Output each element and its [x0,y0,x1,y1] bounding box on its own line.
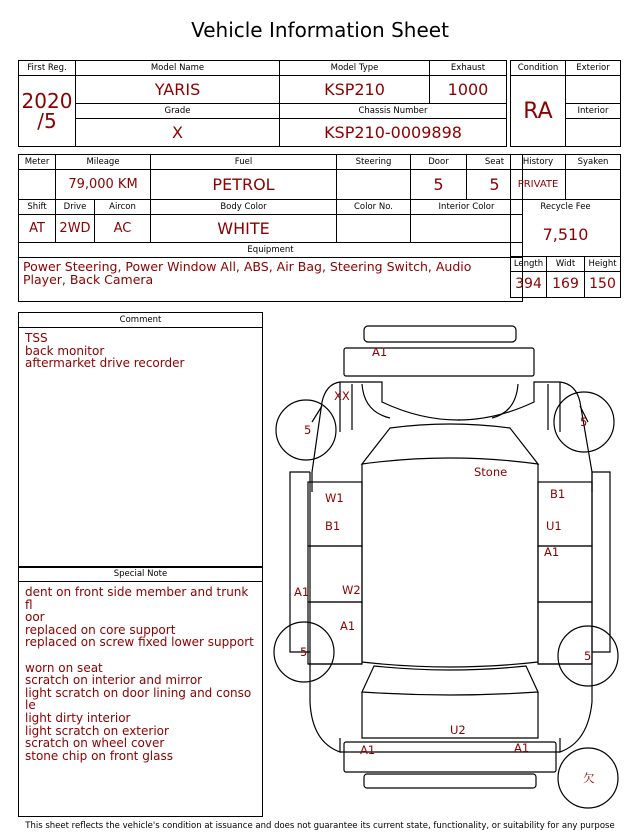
exterior-value [566,76,621,104]
label-wheel-br: 5 [584,649,592,663]
label-hood: XX [334,389,350,403]
label-top-bumper: A1 [372,345,388,359]
width-value: 169 [547,271,585,297]
steering-value [337,170,411,200]
label-right-front-door: B1 [550,487,566,501]
label-right-rear-panel: A1 [544,545,560,559]
model-type-value: KSP210 [280,76,430,104]
comment-label: Comment [19,313,262,328]
label-right-front-door2: U1 [546,519,562,533]
label-wheel-tr: 5 [580,415,588,429]
aircon-label: Aircon [95,200,151,215]
condition-table [510,60,621,147]
fuel-value: PETROL [151,170,337,200]
chassis-number-label: Chassis Number [280,104,507,119]
condition-label: Condition [511,61,566,76]
seat-label: Seat [467,155,523,170]
color-no-value [337,215,411,243]
exhaust-label: Exhaust [430,61,507,76]
drive-label: Drive [56,200,95,215]
model-type-label: Model Type [280,61,430,76]
length-label: Length [511,256,547,271]
mileage-label: Mileage [56,155,151,170]
grade-value: X [76,119,280,147]
interior-value [566,119,621,147]
first-reg-label: First Reg. [19,61,76,76]
body-color-label: Body Color [151,200,337,215]
width-label: Widt [547,256,585,271]
label-wheel-tl: 5 [304,423,312,437]
mileage-value: 79,000 KM [56,170,151,200]
history-value: PRIVATE [511,170,566,200]
meter-value [19,170,56,200]
shift-value: AT [19,215,56,243]
grade-label: Grade [76,104,280,119]
height-value: 150 [585,271,621,297]
syaken-value [566,170,621,200]
first-reg-month: /5 [37,109,57,133]
interior-color-value [411,215,523,243]
history-table [510,154,621,298]
meter-label: Meter [19,155,56,170]
label-left-front-door2: B1 [325,519,341,533]
interior-label: Interior [566,104,621,119]
body-color-value: WHITE [151,215,337,243]
special-note-text: dent on front side member and trunk fl oor replaced on core support replaced on screw fixed lower support worn on seat scratch on interior and mirror light scratch on door lining and conso le light dirty interior light scratch on exterior scratch on wheel cover stone chip on front glass [25,585,254,763]
first-reg-year: 2020 [21,89,73,113]
label-left-quarter: A1 [294,585,310,599]
label-stamp: 欠 [583,771,595,785]
recycle-fee-label: Recycle Fee [511,200,621,215]
car-damage-diagram [270,322,630,816]
disclaimer-footer: This sheet reflects the vehicle's condition at issuance and does not guarantee its current state, functionality, or suitability for any purpose [25,821,615,831]
door-value: 5 [411,170,467,200]
equipment-value: Power Steering, Power Window All, ABS, Air Bag, Steering Switch, Audio Player, Back Camera [19,258,523,302]
condition-value: RA [511,76,566,147]
model-name-label: Model Name [76,61,280,76]
height-label: Height [585,256,621,271]
door-label: Door [411,155,467,170]
label-rear-right: A1 [514,741,530,755]
label-wheel-bl: 5 [300,645,308,659]
label-left-rear-door2: A1 [340,619,356,633]
label-windshield: Stone [474,465,508,479]
length-value: 394 [511,271,547,297]
chassis-number-value: KSP210-0009898 [280,119,507,147]
label-left-front-door: W1 [325,491,344,505]
label-rear-left: A1 [360,743,376,757]
aircon-value: AC [95,215,151,243]
interior-color-label: Interior Color [411,200,523,215]
label-rear-window: U2 [450,723,466,737]
sheet-title: Vehicle Information Sheet [191,18,449,42]
color-no-label: Color No. [337,200,411,215]
first-reg-value [19,76,76,147]
steering-label: Steering [337,155,411,170]
drive-value: 2WD [56,215,95,243]
model-info-table [18,60,507,147]
shift-label: Shift [19,200,56,215]
comment-text: TSS back monitor aftermarket drive recorder [25,331,185,371]
seat-value: 5 [467,170,523,200]
special-note-label: Special Note [19,566,262,582]
comment-box [18,312,263,568]
model-name-value: YARIS [76,76,280,104]
special-note-box [18,566,263,817]
exterior-label: Exterior [566,61,621,76]
syaken-label: Syaken [566,155,621,170]
fuel-label: Fuel [151,155,337,170]
label-left-rear-door: W2 [342,583,361,597]
equipment-label: Equipment [19,243,523,258]
exhaust-value: 1000 [430,76,507,104]
history-label: History [511,155,566,170]
recycle-fee-value: 7,510 [511,214,621,256]
specs-table [18,154,523,302]
